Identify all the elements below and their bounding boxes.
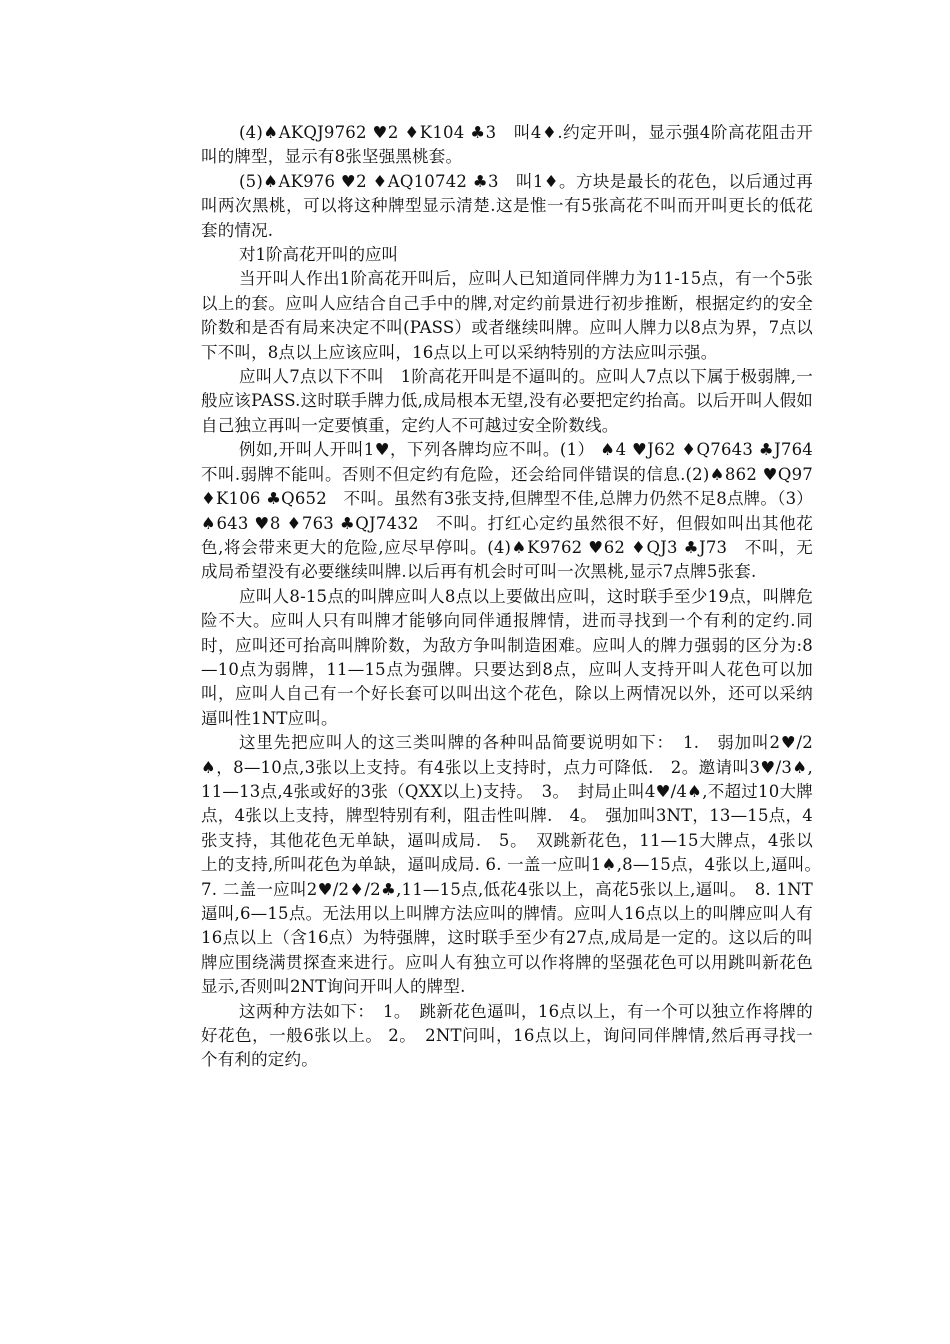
paragraph-responder-overview: 当开叫人作出1阶高花开叫后，应叫人已知道同伴牌力为11-15点，有一个5张以上的套。应叫人应结合自己手中的牌,对定约前景进行初步推断，根据定约的安全阶数和是否有局来决定不叫(PASS）或者继续叫牌。应叫人牌力以8点为界，7点以下不叫，8点以上应该应叫，16点以上可以采纳特别的方法应叫示强。 — [201, 269, 813, 362]
paragraph-8-15-points: 应叫人8-15点的叫牌应叫人8点以上要做出应叫，这时联手至少19点，叫牌危险不大。应叫人只有叫牌才能够向同伴通报牌情，进而寻找到一个有利的定约.同时，应叫还可抬高叫牌阶数，为敌方争叫制造困难。应叫人的牌力强弱的区分为:8—10点为弱牌，11—15点为强牌。只要达到8点，应叫人支持开叫人花色可以加叫，应叫人自己有一个好长套可以叫出这个花色，除以上两情况以外，还可以采纳逼叫性1NT应叫。 — [201, 586, 813, 728]
section-heading: 对1阶高花开叫的应叫 — [239, 245, 398, 265]
document-body — [201, 121, 830, 1073]
paragraph-opening-4-diamonds: (4)♠AKQJ9762 ♥2 ♦K104 ♣3 叫4♦.约定开叫，显示强4阶高花阻击开叫的牌型，显示有8张坚强黑桃套。 — [201, 123, 813, 167]
paragraph-strong-methods: 这两种方法如下： 1。 跳新花色逼叫，16点以上，有一个可以独立作将牌的好花色，一般6张以上。 2。 2NT问叫，16点以上，询问同伴牌情,然后再寻找一个有利的定约。 — [201, 1001, 813, 1070]
paragraph-opening-1-diamond: (5)♠AK976 ♥2 ♦AQ10742 ♣3 叫1♦。方块是最长的花色，以后通过再叫两次黑桃，可以将这种牌型显示清楚.这是惟一有5张高花不叫而开叫更长的低花套的情况. — [201, 171, 813, 240]
paragraph-pass-examples: 例如,开叫人开叫1♥，下列各牌均应不叫。(1） ♠4 ♥J62 ♦Q7643 ♣J764 不叫.弱牌不能叫。否则不但定约有危险，还会给同伴错误的信息.(2)♠862 ♥Q97 ♦K106 ♣Q652 不叫。虽然有3张支持,但牌型不佳,总牌力仍然不足8点牌。（3） ♠643 ♥8 ♦763 ♣QJ7432 不叫。打红心定约虽然很不好，但假如叫出其他花色,将会带来更大的危险,应尽早停叫。(4)♠K9762 ♥62 ♦QJ3 ♣J73 不叫，无成局希望没有必要继续叫牌.以后再有机会时可叫一次黑桃,显示7点牌5张套. — [201, 440, 830, 582]
paragraph-response-types: 这里先把应叫人的这三类叫牌的各种叫品简要说明如下： 1. 弱加叫2♥/2♠，8—10点,3张以上支持。有4张以上支持时，点力可降低. 2。邀请叫3♥/3♠,11—13点,4张或好的3张（QXX以上)支持。 3。 封局止叫4♥/4♠,不超过10大牌点，4张以上支持，牌型特别有利，阻击性叫牌. 4。 强加叫3NT，13—15点，4张支持，其他花色无单缺，逼叫成局. 5。 双跳新花色，11—15大牌点，4张以上的支持,所叫花色为单缺，逼叫成局. 6. 一盖一应叫1♠,8—15点，4张以上,逼叫。 7. 二盖一应叫2♥/2♦/2♣,11—15点,低花4张以上，高花5张以上,逼叫。 8. 1NT逼叫,6—15点。无法用以上叫牌方法应叫的牌情。应叫人16点以上的叫牌应叫人有16点以上（含16点）为特强牌，这时联手至少有27点,成局是一定的。这以后的叫牌应围绕满贯探查来进行。应叫人有独立可以作将牌的坚强花色可以用跳叫新花色显示,否则叫2NT询问开叫人的牌型. — [201, 733, 830, 997]
paragraph-weak-pass: 应叫人7点以下不叫 1阶高花开叫是不逼叫的。应叫人7点以下属于极弱牌,一般应该PASS.这时联手牌力低,成局根本无望,没有必要把定约抬高。以后开叫人假如自己独立再叫一定要慎重，定约人不可越过安全阶数线。 — [201, 367, 813, 435]
